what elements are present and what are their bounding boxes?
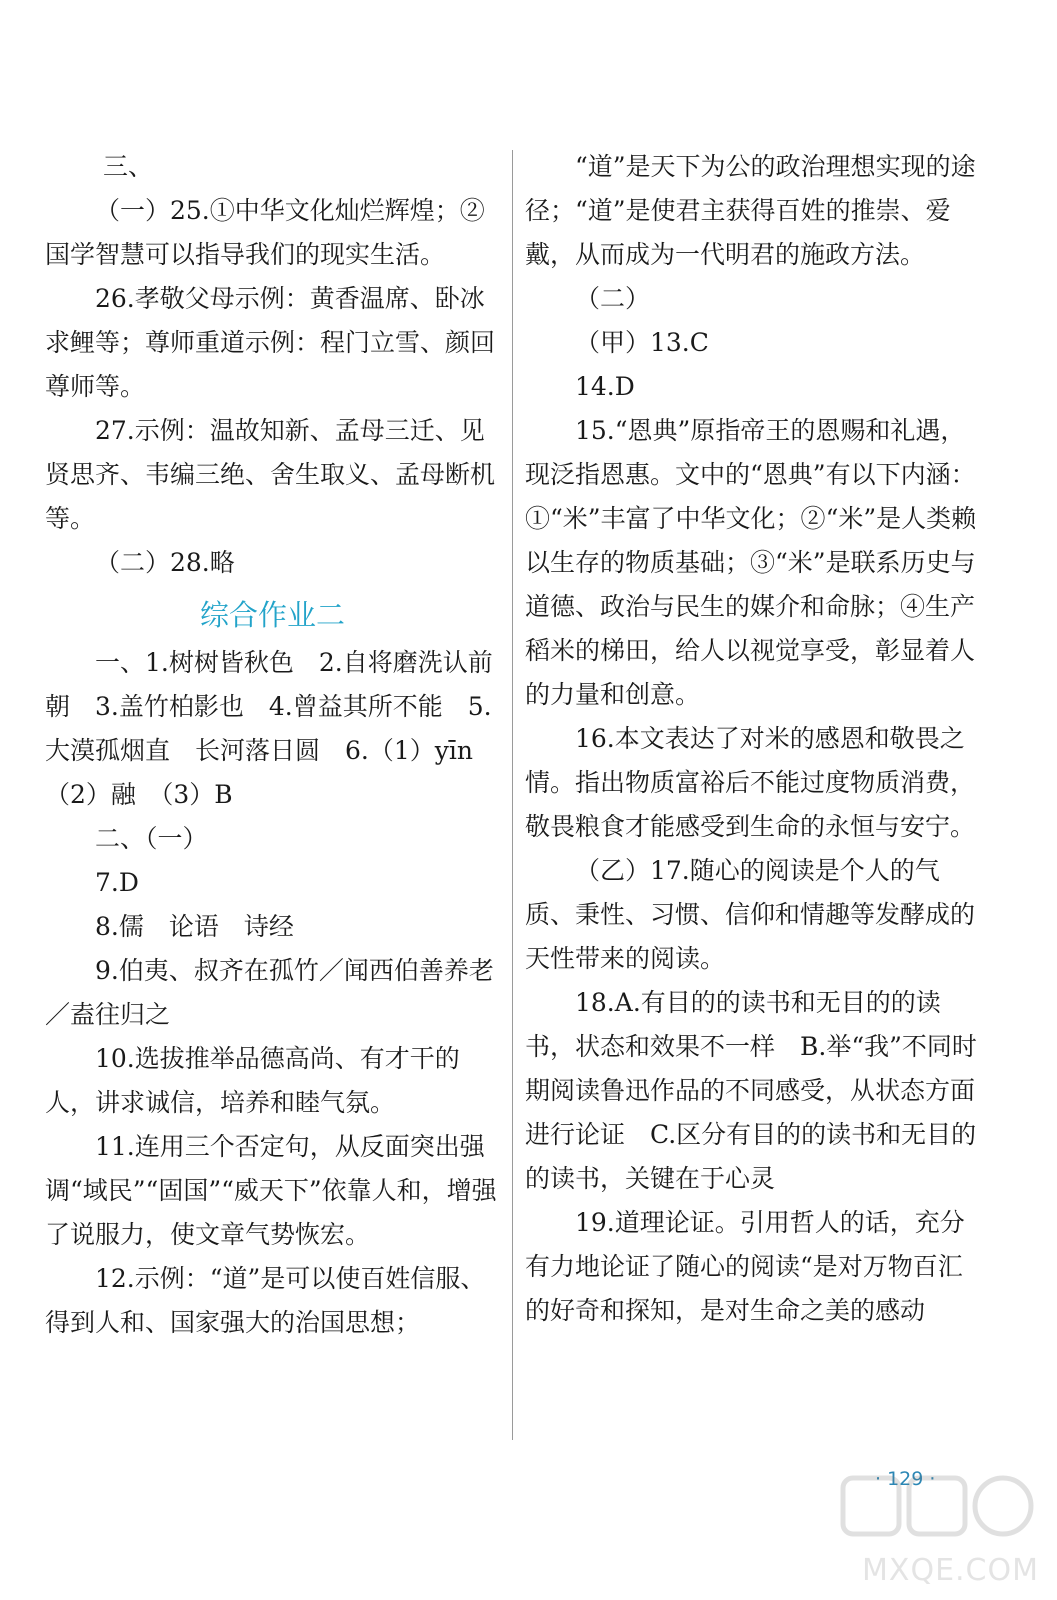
left-column — [45, 145, 500, 1345]
answer-14: 14.D — [575, 372, 635, 401]
answer-11: 11.连用三个否定句，从反面突出强调“域民”“固国”“威天下”依靠人和，增强了说服力，使文章气势恢宏。 — [45, 1132, 497, 1249]
watermark-text: MXQE.COM — [862, 1553, 1039, 1588]
column-divider — [512, 150, 513, 1440]
answer-12-continued: “道”是天下为公的政治理想实现的途径；“道”是使君主获得百姓的推崇、爱戴，从而成为一代明君的施政方法。 — [525, 152, 976, 269]
subsection-two: （二） — [575, 284, 651, 313]
answer-17: （乙）17.随心的阅读是个人的气质、秉性、习惯、信仰和情趣等发酵成的天性带来的阅读。 — [525, 856, 976, 973]
right-column — [525, 145, 980, 1333]
part-one-answers: 一、1.树树皆秋色 2.自将磨洗认前朝 3.盖竹柏影也 4.曾益其所不能 5.大漠孤烟直 长河落日圆 6.（1）yīn （2）融 （3）B — [45, 648, 498, 809]
watermark — [839, 1470, 1039, 1588]
answer-7: 7.D — [95, 868, 139, 897]
section-heading-three: 三、 — [103, 152, 154, 181]
answer-9: 9.伯夷、叔齐在孤竹／闻西伯善养老／盍往归之 — [45, 956, 494, 1029]
answer-10: 10.选拔推举品德高尚、有才干的人，讲求诚信，培养和睦气氛。 — [45, 1044, 460, 1117]
section-title: 综合作业二 — [199, 598, 345, 632]
part-two-heading: 二、（一） — [95, 824, 208, 853]
watermark-logo-icon — [839, 1470, 1035, 1540]
answer-16: 16.本文表达了对米的感恩和敬畏之情。指出物质富裕后不能过度物质消费，敬畏粮食才能感受到生命的永恒与安宁。 — [525, 724, 976, 841]
answer-28: （二）28.略 — [95, 548, 235, 577]
answer-15: 15.“恩典”原指帝王的恩赐和礼遇，现泛指恩惠。文中的“恩典”有以下内涵：①“米”丰富了中华文化；②“米”是人类赖以生存的物质基础；③“米”是联系历史与道德、政治与民生的媒介和命脉；④生产稻米的梯田，给人以视觉享受，彰显着人的力量和创意。 — [525, 416, 977, 709]
answer-12: 12.示例：“道”是可以使百姓信服、得到人和、国家强大的治国思想； — [45, 1264, 486, 1337]
answer-18: 18.A.有目的的读书和无目的的读书，状态和效果不一样 B.举“我”不同时期阅读鲁迅作品的不同感受，从状态方面进行论证 C.区分有目的的读书和无目的的读书，关键在于心灵 — [525, 988, 977, 1193]
answer-13: （甲）13.C — [575, 328, 709, 357]
page-number: · 129 · — [875, 1468, 936, 1490]
answer-26: 26.孝敬父母示例：黄香温席、卧冰求鲤等；尊师重道示例：程门立雪、颜回尊师等。 — [45, 284, 496, 401]
answer-27: 27.示例：温故知新、孟母三迁、见贤思齐、韦编三绝、舍生取义、孟母断机等。 — [45, 416, 496, 533]
answer-8: 8.儒 论语 诗经 — [95, 912, 294, 941]
answer-25: （一）25.①中华文化灿烂辉煌；②国学智慧可以指导我们的现实生活。 — [45, 196, 485, 269]
answer-19: 19.道理论证。引用哲人的话，充分有力地论证了随心的阅读“是对万物百汇的好奇和探知，是对生命之美的感动 — [525, 1208, 965, 1325]
